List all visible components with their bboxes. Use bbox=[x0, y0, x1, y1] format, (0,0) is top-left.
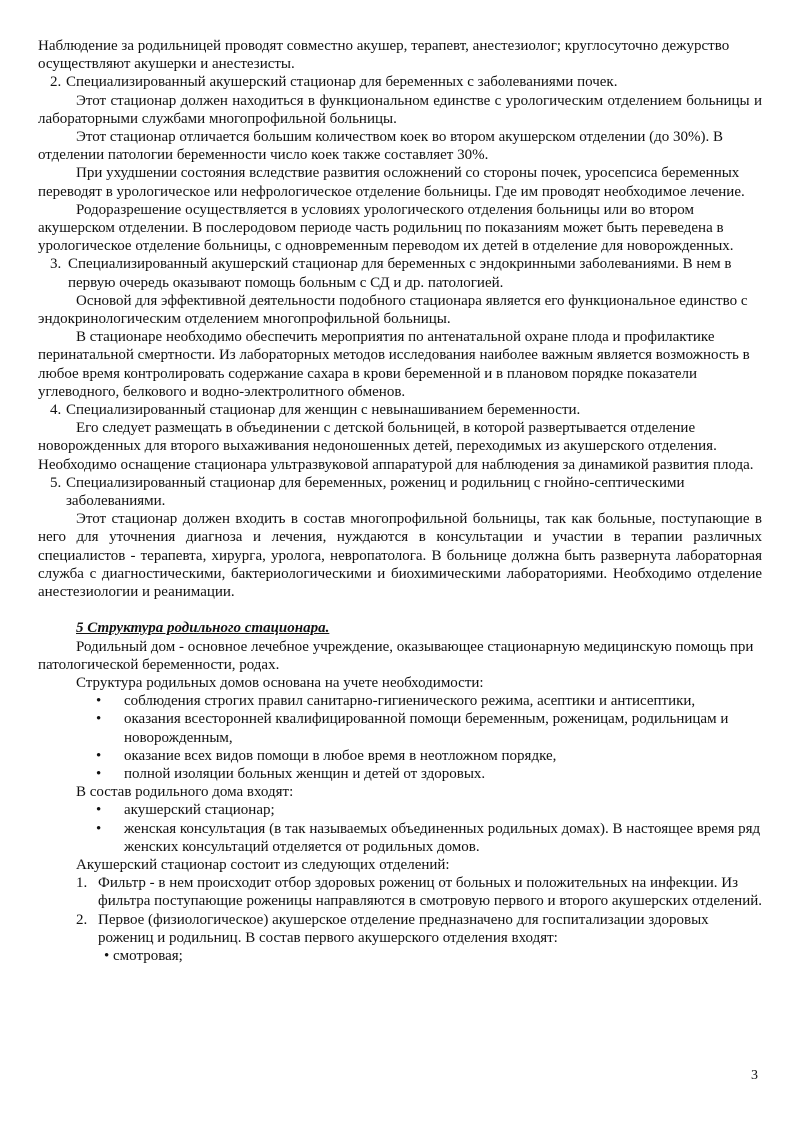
document-page bbox=[38, 37, 762, 965]
paragraph: При ухудшении состояния вследствие развития осложнений со стороны почек, уросепсиса беременных переводят в урологическое или нефрологическое отделение больницы. Где им проводят необходимое лечение. bbox=[38, 165, 745, 200]
bullet-item bbox=[38, 765, 762, 783]
item-text: Первое (физиологическое) акушерское отделение предназначено для госпитализации здоровых рожениц и родильниц. В состав первого акушерского отделения входят: bbox=[98, 911, 709, 946]
section-heading: 5 Структура родильного стационара. bbox=[76, 620, 330, 637]
item-number: 4. bbox=[50, 402, 62, 419]
item-text: Специализированный акушерский стационар для беременных с заболеваниями почек. bbox=[66, 74, 618, 91]
paragraph: Наблюдение за родильницей проводят совместно акушер, терапевт, анестезиолог; круглосуточно дежурство осуществляют акушерки и анестезисты. bbox=[38, 38, 730, 73]
bullet-text: акушерский стационар; bbox=[124, 802, 275, 819]
numbered-item bbox=[38, 874, 762, 910]
bullet-text: женская консультация (в так называемых объединенных родильных домах). В настоящее время ряд женских консультаций отделяется от родильных домов. bbox=[124, 820, 761, 855]
numbered-item-3 bbox=[38, 255, 762, 291]
bullet-marker: • bbox=[96, 693, 102, 710]
numbered-item-5 bbox=[38, 474, 762, 510]
paragraph: Этот стационар отличается большим количеством коек во втором акушерском отделении (до 30%). В отделении патологии беременности число коек также составляет 30%. bbox=[38, 129, 723, 164]
page-number: 3 bbox=[751, 1068, 758, 1083]
paragraph: Этот стационар должен находиться в функциональном единстве с урологическим отделением больницы и лабораторными службами многопрофильной больницы. bbox=[38, 92, 762, 127]
bullet-item bbox=[38, 820, 762, 856]
item-text: Специализированный стационар для беременных, рожениц и родильниц с гнойно-септическими заболеваниями. bbox=[66, 474, 685, 510]
bullet-item bbox=[38, 801, 762, 819]
paragraph: Родильный дом - основное лечебное учреждение, оказывающее стационарную медицинскую помощь при патологической беременности, родах. bbox=[38, 638, 754, 673]
bullet-marker: • bbox=[96, 747, 102, 764]
bullet-text: оказания всесторонней квалифицированной помощи беременным, роженицам, родильницам и новорожденным, bbox=[124, 711, 729, 746]
bullet-text: оказание всех видов помощи в любое время в неотложном порядке, bbox=[124, 747, 557, 764]
item-number: 3. bbox=[50, 256, 62, 273]
numbered-item-4 bbox=[38, 401, 762, 419]
paragraph: В состав родильного дома входят: bbox=[76, 784, 294, 801]
numbered-item bbox=[38, 911, 762, 947]
paragraph: Структура родильных домов основана на учете необходимости: bbox=[76, 674, 484, 691]
bullet-text: полной изоляции больных женщин и детей от здоровых. bbox=[124, 765, 486, 782]
numbered-item-2 bbox=[38, 73, 762, 91]
item-text: Фильтр - в нем происходит отбор здоровых рожениц от больных и положительных на инфекции. Из фильтра поступающие роженицы направляются в смотровую первого и второго акушерских отделений. bbox=[98, 875, 762, 910]
paragraph: Этот стационар должен входить в состав многопрофильной больницы, так как больные, поступающие в него для уточнения диагноза и лечения, нуждаются в консультации и участии в терапии различных специалистов - терапевта, хирурга, уролога, невропатолога. В больнице должна быть развернута лабораторная служба с диагностическими, бактериологическими и биохимическими лабораториями. Необходимо отделение анестезиологии и реанимации. bbox=[38, 511, 762, 601]
bullet-text: соблюдения строгих правил санитарно-гигиенического режима, асептики и антисептики, bbox=[124, 693, 696, 710]
item-text: Специализированный стационар для женщин с невынашиванием беременности. bbox=[66, 402, 581, 419]
paragraph: Основой для эффективной деятельности подобного стационара является его функциональное единство с эндокринологическим отделением многопрофильной больницы. bbox=[38, 292, 748, 328]
paragraph: Его следует размещать в объединении с детской больницей, в которой развертывается отделение новорожденных для второго выхаживания недоношенных детей, переходимых из акушерского отделения. Необходимо оснащение стационара ультразвуковой аппаратурой для наблюдения за динамикой развития плода. bbox=[38, 420, 754, 473]
paragraph: Акушерский стационар состоит из следующих отделений: bbox=[76, 856, 450, 873]
item-number: 2. bbox=[76, 911, 88, 928]
bullet-marker: • bbox=[96, 802, 102, 819]
bullet-item bbox=[38, 747, 762, 765]
bullet-marker: • bbox=[96, 711, 102, 728]
bullet-item bbox=[38, 710, 762, 746]
bullet-item bbox=[38, 692, 762, 710]
bullet-marker: • bbox=[96, 820, 102, 837]
paragraph: В стационаре необходимо обеспечить мероприятия по антенатальной охране плода и профилактике перинатальной смертности. Из лабораторных методов исследования наиболее важным является возможность в любое время контролировать содержание сахара в крови беременной и в плановом порядке показатели углеводного, белкового и водно-электролитного обменов. bbox=[38, 329, 750, 400]
sub-bullet-item: • смотровая; bbox=[104, 947, 183, 964]
bullet-marker: • bbox=[96, 765, 102, 782]
item-number: 1. bbox=[76, 875, 88, 892]
item-text: Специализированный акушерский стационар для беременных с эндокринными заболеваниями. В нем в первую очередь оказывают помощь больным с СД и др. патологией. bbox=[68, 256, 732, 291]
paragraph: Родоразрешение осуществляется в условиях урологического отделения больницы или во втором акушерском отделении. В послеродовом периоде часть родильниц по показаниям может быть переведена в урологическое отделение больницы, с одновременным переводом их детей в отделение для новорожденных. bbox=[38, 201, 734, 255]
item-number: 5. bbox=[50, 474, 62, 491]
item-number: 2. bbox=[50, 74, 62, 91]
